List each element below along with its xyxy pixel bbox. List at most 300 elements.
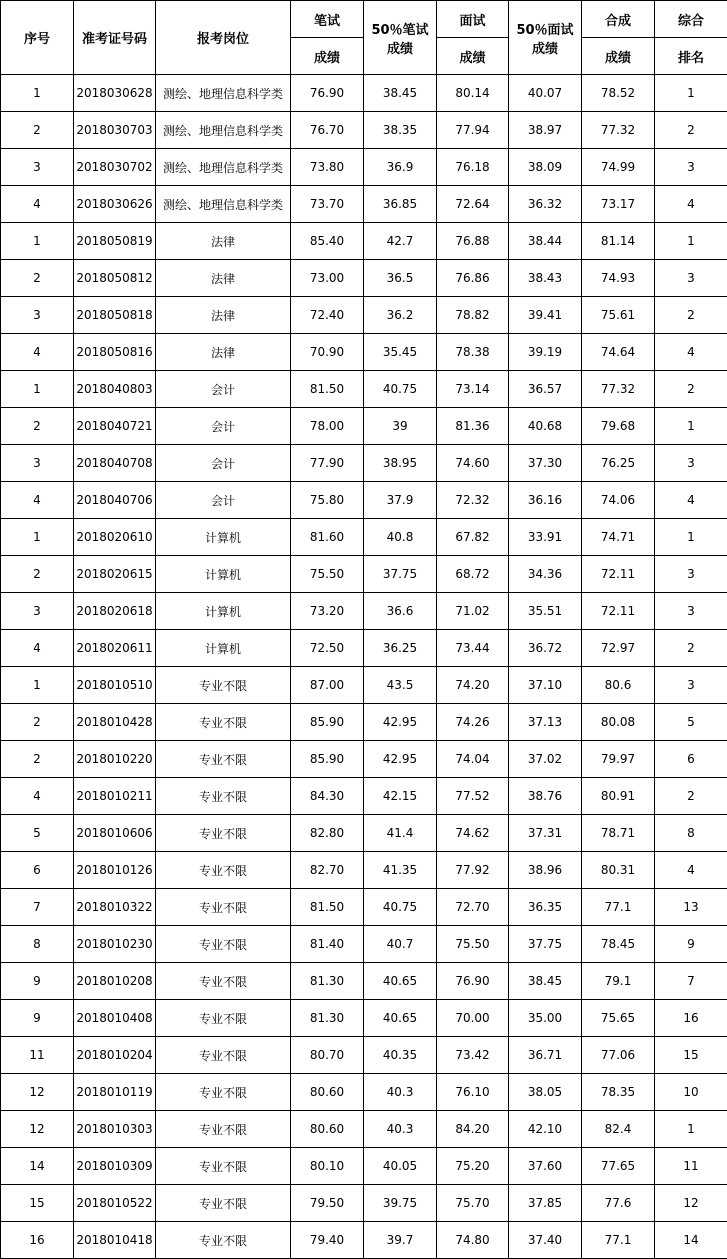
- cell-interview-50: 38.97: [509, 112, 582, 149]
- cell-total-score: 82.4: [582, 1111, 655, 1148]
- cell-post: 专业不限: [156, 667, 291, 704]
- table-row: [1, 1000, 727, 1037]
- cell-written-50: 40.75: [364, 371, 437, 408]
- cell-interview-50: 33.91: [509, 519, 582, 556]
- cell-rank: 4: [655, 482, 727, 519]
- cell-written-score: 80.60: [291, 1074, 364, 1111]
- cell-interview-score: 80.14: [437, 75, 509, 112]
- cell-written-50: 38.45: [364, 75, 437, 112]
- cell-seq: 1: [1, 519, 74, 556]
- cell-post: 会计: [156, 371, 291, 408]
- cell-rank: 2: [655, 112, 727, 149]
- cell-exam-id: 2018050816: [74, 334, 156, 371]
- header-seq: 序号: [1, 1, 74, 75]
- cell-post: 专业不限: [156, 1037, 291, 1074]
- cell-rank: 3: [655, 667, 727, 704]
- cell-interview-score: 76.88: [437, 223, 509, 260]
- cell-interview-50: 37.31: [509, 815, 582, 852]
- cell-total-score: 75.61: [582, 297, 655, 334]
- table-row: [1, 778, 727, 815]
- header-total-top: 合成: [582, 1, 655, 38]
- cell-post: 会计: [156, 482, 291, 519]
- cell-rank: 9: [655, 926, 727, 963]
- cell-total-score: 77.6: [582, 1185, 655, 1222]
- cell-rank: 11: [655, 1148, 727, 1185]
- cell-written-50: 36.6: [364, 593, 437, 630]
- cell-interview-50: 36.35: [509, 889, 582, 926]
- cell-interview-50: 38.09: [509, 149, 582, 186]
- cell-written-score: 80.70: [291, 1037, 364, 1074]
- cell-interview-50: 38.43: [509, 260, 582, 297]
- cell-total-score: 78.52: [582, 75, 655, 112]
- cell-seq: 3: [1, 445, 74, 482]
- cell-rank: 10: [655, 1074, 727, 1111]
- table-row: [1, 445, 727, 482]
- table-row: [1, 408, 727, 445]
- cell-interview-50: 38.76: [509, 778, 582, 815]
- cell-post: 测绘、地理信息科学类: [156, 186, 291, 223]
- cell-written-score: 81.50: [291, 371, 364, 408]
- cell-written-score: 73.20: [291, 593, 364, 630]
- cell-interview-score: 76.86: [437, 260, 509, 297]
- cell-written-50: 40.8: [364, 519, 437, 556]
- cell-interview-score: 78.82: [437, 297, 509, 334]
- cell-seq: 4: [1, 334, 74, 371]
- table-row: [1, 1148, 727, 1185]
- cell-exam-id: 2018030628: [74, 75, 156, 112]
- cell-post: 计算机: [156, 519, 291, 556]
- cell-rank: 3: [655, 593, 727, 630]
- cell-seq: 9: [1, 1000, 74, 1037]
- cell-post: 专业不限: [156, 926, 291, 963]
- cell-interview-score: 73.14: [437, 371, 509, 408]
- cell-written-50: 36.5: [364, 260, 437, 297]
- cell-post: 专业不限: [156, 741, 291, 778]
- cell-interview-score: 74.04: [437, 741, 509, 778]
- cell-exam-id: 2018020610: [74, 519, 156, 556]
- cell-exam-id: 2018020611: [74, 630, 156, 667]
- cell-interview-score: 72.32: [437, 482, 509, 519]
- cell-rank: 15: [655, 1037, 727, 1074]
- cell-exam-id: 2018020615: [74, 556, 156, 593]
- cell-total-score: 80.08: [582, 704, 655, 741]
- cell-written-score: 85.90: [291, 741, 364, 778]
- cell-exam-id: 2018040706: [74, 482, 156, 519]
- cell-post: 会计: [156, 445, 291, 482]
- cell-seq: 4: [1, 186, 74, 223]
- cell-interview-50: 37.13: [509, 704, 582, 741]
- cell-interview-score: 72.70: [437, 889, 509, 926]
- table-row: [1, 297, 727, 334]
- table-row: [1, 630, 727, 667]
- table-row: [1, 852, 727, 889]
- table-header: [1, 1, 727, 75]
- cell-seq: 4: [1, 482, 74, 519]
- cell-interview-score: 73.42: [437, 1037, 509, 1074]
- cell-interview-50: 40.07: [509, 75, 582, 112]
- cell-total-score: 77.1: [582, 889, 655, 926]
- cell-written-score: 81.40: [291, 926, 364, 963]
- cell-written-50: 41.4: [364, 815, 437, 852]
- cell-post: 专业不限: [156, 704, 291, 741]
- cell-rank: 12: [655, 1185, 727, 1222]
- cell-seq: 2: [1, 704, 74, 741]
- cell-interview-score: 77.52: [437, 778, 509, 815]
- cell-rank: 5: [655, 704, 727, 741]
- cell-exam-id: 2018030702: [74, 149, 156, 186]
- cell-interview-50: 39.41: [509, 297, 582, 334]
- cell-written-50: 42.7: [364, 223, 437, 260]
- cell-rank: 3: [655, 445, 727, 482]
- cell-written-score: 72.40: [291, 297, 364, 334]
- cell-written-score: 75.50: [291, 556, 364, 593]
- cell-written-score: 76.90: [291, 75, 364, 112]
- cell-post: 专业不限: [156, 815, 291, 852]
- cell-written-50: 39.75: [364, 1185, 437, 1222]
- table-row: [1, 260, 727, 297]
- cell-rank: 1: [655, 223, 727, 260]
- cell-written-score: 82.80: [291, 815, 364, 852]
- cell-written-50: 36.9: [364, 149, 437, 186]
- table-row: [1, 223, 727, 260]
- cell-total-score: 78.71: [582, 815, 655, 852]
- cell-rank: 8: [655, 815, 727, 852]
- cell-seq: 1: [1, 223, 74, 260]
- table-row: [1, 149, 727, 186]
- cell-interview-50: 42.10: [509, 1111, 582, 1148]
- cell-exam-id: 2018010208: [74, 963, 156, 1000]
- cell-exam-id: 2018010204: [74, 1037, 156, 1074]
- cell-total-score: 74.06: [582, 482, 655, 519]
- cell-rank: 3: [655, 149, 727, 186]
- cell-rank: 7: [655, 963, 727, 1000]
- cell-seq: 2: [1, 260, 74, 297]
- cell-post: 专业不限: [156, 1185, 291, 1222]
- cell-rank: 4: [655, 186, 727, 223]
- cell-exam-id: 2018010211: [74, 778, 156, 815]
- cell-interview-score: 75.50: [437, 926, 509, 963]
- table-body: [1, 75, 727, 1259]
- cell-interview-50: 38.96: [509, 852, 582, 889]
- cell-total-score: 78.35: [582, 1074, 655, 1111]
- cell-exam-id: 2018010510: [74, 667, 156, 704]
- cell-seq: 5: [1, 815, 74, 852]
- cell-interview-50: 37.60: [509, 1148, 582, 1185]
- cell-seq: 3: [1, 593, 74, 630]
- cell-interview-score: 74.26: [437, 704, 509, 741]
- cell-seq: 3: [1, 149, 74, 186]
- cell-interview-50: 40.68: [509, 408, 582, 445]
- cell-total-score: 74.71: [582, 519, 655, 556]
- header-written-bottom: 成绩: [291, 38, 364, 75]
- cell-exam-id: 2018050812: [74, 260, 156, 297]
- cell-post: 计算机: [156, 630, 291, 667]
- table-row: [1, 556, 727, 593]
- cell-post: 法律: [156, 297, 291, 334]
- cell-rank: 2: [655, 371, 727, 408]
- table-row: [1, 334, 727, 371]
- cell-interview-50: 37.10: [509, 667, 582, 704]
- cell-written-50: 36.2: [364, 297, 437, 334]
- header-rank-bottom: 排名: [655, 38, 727, 75]
- table-row: [1, 519, 727, 556]
- cell-seq: 2: [1, 112, 74, 149]
- table-row: [1, 75, 727, 112]
- cell-rank: 4: [655, 334, 727, 371]
- cell-seq: 12: [1, 1074, 74, 1111]
- cell-rank: 3: [655, 260, 727, 297]
- table-row: [1, 704, 727, 741]
- table-row: [1, 889, 727, 926]
- cell-interview-50: 35.51: [509, 593, 582, 630]
- cell-written-50: 36.85: [364, 186, 437, 223]
- header-exam-id: 准考证号码: [74, 1, 156, 75]
- cell-seq: 11: [1, 1037, 74, 1074]
- cell-total-score: 80.31: [582, 852, 655, 889]
- cell-total-score: 78.45: [582, 926, 655, 963]
- cell-interview-50: 36.57: [509, 371, 582, 408]
- cell-total-score: 77.32: [582, 371, 655, 408]
- cell-total-score: 74.99: [582, 149, 655, 186]
- cell-post: 测绘、地理信息科学类: [156, 112, 291, 149]
- cell-exam-id: 2018010418: [74, 1222, 156, 1259]
- cell-interview-score: 75.20: [437, 1148, 509, 1185]
- cell-exam-id: 2018040803: [74, 371, 156, 408]
- cell-exam-id: 2018010408: [74, 1000, 156, 1037]
- cell-written-50: 40.3: [364, 1074, 437, 1111]
- cell-interview-50: 35.00: [509, 1000, 582, 1037]
- cell-written-50: 37.9: [364, 482, 437, 519]
- cell-written-score: 72.50: [291, 630, 364, 667]
- cell-total-score: 75.65: [582, 1000, 655, 1037]
- cell-exam-id: 2018010322: [74, 889, 156, 926]
- cell-total-score: 77.1: [582, 1222, 655, 1259]
- cell-written-50: 39.7: [364, 1222, 437, 1259]
- cell-written-score: 73.00: [291, 260, 364, 297]
- cell-interview-50: 37.85: [509, 1185, 582, 1222]
- cell-seq: 9: [1, 963, 74, 1000]
- cell-written-score: 79.40: [291, 1222, 364, 1259]
- cell-written-50: 36.25: [364, 630, 437, 667]
- cell-total-score: 72.11: [582, 593, 655, 630]
- cell-written-50: 43.5: [364, 667, 437, 704]
- cell-exam-id: 2018010522: [74, 1185, 156, 1222]
- cell-seq: 3: [1, 297, 74, 334]
- cell-written-score: 81.30: [291, 1000, 364, 1037]
- cell-interview-score: 76.18: [437, 149, 509, 186]
- cell-post: 专业不限: [156, 963, 291, 1000]
- cell-written-score: 84.30: [291, 778, 364, 815]
- cell-interview-score: 74.60: [437, 445, 509, 482]
- cell-rank: 13: [655, 889, 727, 926]
- cell-total-score: 79.97: [582, 741, 655, 778]
- cell-interview-50: 37.30: [509, 445, 582, 482]
- cell-post: 法律: [156, 260, 291, 297]
- header-interview-50: 50％面试 成绩: [509, 1, 582, 75]
- cell-written-50: 40.35: [364, 1037, 437, 1074]
- cell-written-50: 38.95: [364, 445, 437, 482]
- cell-seq: 16: [1, 1222, 74, 1259]
- cell-written-score: 77.90: [291, 445, 364, 482]
- cell-exam-id: 2018040708: [74, 445, 156, 482]
- table-row: [1, 741, 727, 778]
- cell-post: 法律: [156, 334, 291, 371]
- cell-seq: 12: [1, 1111, 74, 1148]
- cell-total-score: 80.6: [582, 667, 655, 704]
- cell-written-score: 78.00: [291, 408, 364, 445]
- cell-post: 法律: [156, 223, 291, 260]
- cell-seq: 14: [1, 1148, 74, 1185]
- cell-interview-score: 73.44: [437, 630, 509, 667]
- cell-written-score: 82.70: [291, 852, 364, 889]
- cell-written-50: 35.45: [364, 334, 437, 371]
- table-row: [1, 667, 727, 704]
- cell-written-score: 76.70: [291, 112, 364, 149]
- cell-written-50: 42.95: [364, 704, 437, 741]
- cell-exam-id: 2018010303: [74, 1111, 156, 1148]
- cell-post: 专业不限: [156, 1148, 291, 1185]
- cell-exam-id: 2018010309: [74, 1148, 156, 1185]
- cell-total-score: 74.64: [582, 334, 655, 371]
- cell-rank: 6: [655, 741, 727, 778]
- table-row: [1, 1037, 727, 1074]
- cell-interview-score: 84.20: [437, 1111, 509, 1148]
- cell-post: 专业不限: [156, 1000, 291, 1037]
- cell-rank: 4: [655, 852, 727, 889]
- cell-total-score: 79.1: [582, 963, 655, 1000]
- cell-rank: 2: [655, 630, 727, 667]
- table-row: [1, 1222, 727, 1259]
- table-row: [1, 112, 727, 149]
- cell-written-50: 39: [364, 408, 437, 445]
- table-row: [1, 1074, 727, 1111]
- cell-written-50: 40.65: [364, 1000, 437, 1037]
- table-row: [1, 963, 727, 1000]
- cell-written-score: 81.30: [291, 963, 364, 1000]
- cell-written-score: 79.50: [291, 1185, 364, 1222]
- cell-written-score: 80.60: [291, 1111, 364, 1148]
- table-row: [1, 186, 727, 223]
- cell-total-score: 72.97: [582, 630, 655, 667]
- cell-exam-id: 2018030703: [74, 112, 156, 149]
- cell-post: 专业不限: [156, 852, 291, 889]
- cell-interview-50: 38.45: [509, 963, 582, 1000]
- cell-written-score: 81.50: [291, 889, 364, 926]
- cell-interview-50: 38.05: [509, 1074, 582, 1111]
- header-interview-bottom: 成绩: [437, 38, 509, 75]
- cell-written-50: 40.3: [364, 1111, 437, 1148]
- cell-post: 专业不限: [156, 1111, 291, 1148]
- cell-written-50: 40.05: [364, 1148, 437, 1185]
- cell-rank: 14: [655, 1222, 727, 1259]
- cell-seq: 1: [1, 371, 74, 408]
- table-row: [1, 1111, 727, 1148]
- cell-rank: 3: [655, 556, 727, 593]
- cell-total-score: 77.65: [582, 1148, 655, 1185]
- table-row: [1, 815, 727, 852]
- cell-written-score: 73.80: [291, 149, 364, 186]
- cell-total-score: 77.32: [582, 112, 655, 149]
- cell-seq: 2: [1, 556, 74, 593]
- cell-interview-50: 37.40: [509, 1222, 582, 1259]
- cell-seq: 4: [1, 630, 74, 667]
- cell-interview-score: 77.94: [437, 112, 509, 149]
- cell-exam-id: 2018050818: [74, 297, 156, 334]
- cell-interview-50: 36.71: [509, 1037, 582, 1074]
- cell-seq: 15: [1, 1185, 74, 1222]
- cell-exam-id: 2018050819: [74, 223, 156, 260]
- cell-total-score: 73.17: [582, 186, 655, 223]
- cell-interview-score: 74.20: [437, 667, 509, 704]
- cell-interview-score: 72.64: [437, 186, 509, 223]
- cell-total-score: 74.93: [582, 260, 655, 297]
- cell-interview-50: 36.72: [509, 630, 582, 667]
- cell-seq: 4: [1, 778, 74, 815]
- cell-exam-id: 2018020618: [74, 593, 156, 630]
- cell-interview-score: 76.10: [437, 1074, 509, 1111]
- cell-interview-score: 76.90: [437, 963, 509, 1000]
- cell-post: 计算机: [156, 593, 291, 630]
- table-row: [1, 593, 727, 630]
- header-interview-top: 面试: [437, 1, 509, 38]
- cell-post: 专业不限: [156, 1074, 291, 1111]
- cell-written-50: 42.15: [364, 778, 437, 815]
- cell-post: 计算机: [156, 556, 291, 593]
- cell-exam-id: 2018010126: [74, 852, 156, 889]
- cell-exam-id: 2018010606: [74, 815, 156, 852]
- cell-interview-score: 81.36: [437, 408, 509, 445]
- cell-seq: 1: [1, 75, 74, 112]
- table-row: [1, 482, 727, 519]
- cell-written-score: 85.90: [291, 704, 364, 741]
- cell-interview-score: 71.02: [437, 593, 509, 630]
- cell-rank: 16: [655, 1000, 727, 1037]
- cell-seq: 1: [1, 667, 74, 704]
- cell-exam-id: 2018010220: [74, 741, 156, 778]
- cell-interview-score: 77.92: [437, 852, 509, 889]
- cell-total-score: 72.11: [582, 556, 655, 593]
- cell-post: 专业不限: [156, 1222, 291, 1259]
- cell-rank: 1: [655, 75, 727, 112]
- cell-rank: 2: [655, 297, 727, 334]
- cell-written-score: 73.70: [291, 186, 364, 223]
- cell-exam-id: 2018040721: [74, 408, 156, 445]
- header-written-50: 50％笔试 成绩: [364, 1, 437, 75]
- cell-interview-score: 68.72: [437, 556, 509, 593]
- cell-total-score: 80.91: [582, 778, 655, 815]
- cell-written-score: 80.10: [291, 1148, 364, 1185]
- table-row: [1, 371, 727, 408]
- cell-total-score: 77.06: [582, 1037, 655, 1074]
- cell-seq: 8: [1, 926, 74, 963]
- cell-written-score: 70.90: [291, 334, 364, 371]
- cell-total-score: 76.25: [582, 445, 655, 482]
- cell-interview-50: 38.44: [509, 223, 582, 260]
- cell-exam-id: 2018010428: [74, 704, 156, 741]
- cell-total-score: 81.14: [582, 223, 655, 260]
- cell-post: 专业不限: [156, 889, 291, 926]
- cell-written-50: 38.35: [364, 112, 437, 149]
- cell-interview-50: 34.36: [509, 556, 582, 593]
- cell-interview-50: 39.19: [509, 334, 582, 371]
- cell-seq: 6: [1, 852, 74, 889]
- cell-seq: 7: [1, 889, 74, 926]
- cell-post: 测绘、地理信息科学类: [156, 75, 291, 112]
- cell-written-50: 37.75: [364, 556, 437, 593]
- cell-exam-id: 2018010119: [74, 1074, 156, 1111]
- cell-total-score: 79.68: [582, 408, 655, 445]
- cell-rank: 1: [655, 1111, 727, 1148]
